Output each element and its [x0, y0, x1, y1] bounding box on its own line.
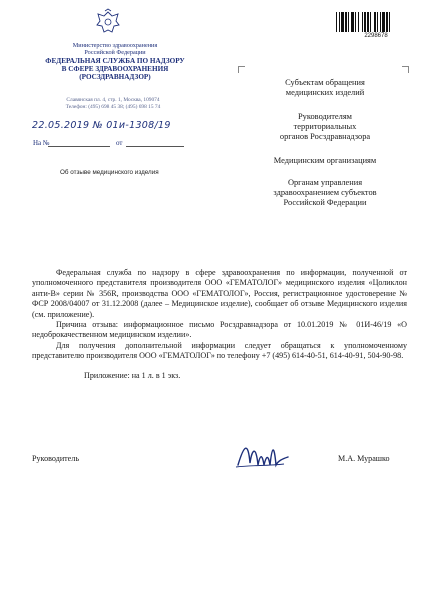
body-paragraph-3: Для получения дополнительной информации следует обращаться к уполномоченному представителю производителя ООО «ГЕМАТОЛОГ» по телефону +7 (495) 614-40-51, 614-40-91, 504-90-98.	[32, 340, 407, 361]
barcode-number: 2298678	[364, 33, 388, 39]
coat-of-arms-emblem-icon	[93, 8, 123, 38]
address-corner-right	[402, 66, 409, 73]
reference-number-label: На №	[33, 139, 50, 147]
attachment-note: Приложение: на 1 л. в 1 экз.	[84, 370, 181, 380]
recipient-block-1: Субъектам обращения медицинских изделий	[285, 78, 365, 97]
handwritten-signature-icon	[232, 435, 292, 475]
signatory-name: М.А. Мурашко	[338, 454, 390, 463]
reference-date-label: от	[116, 139, 123, 147]
ministry-name: Министерство здравоохранения Российской Федерации	[72, 42, 158, 57]
body-paragraph-2: Причина отзыва: информационное письмо Росздравнадзора от 10.01.2019 № 01И-46/19 «О недоброкачественном медицинском изделии».	[32, 320, 407, 340]
letter-subject: Об отзыве медицинского изделия	[60, 169, 159, 176]
reference-date-line	[126, 146, 184, 147]
recipient-block-2: Руководителям территориальных органов Росздравнадзора	[279, 112, 371, 141]
body-paragraph-1: Федеральная служба по надзору в сфере здравоохранения по информации, полученной от уполномоченного представителя производителя ООО «ГЕМАТОЛОГ» медицинского изделия «Цоликлон анти-В» серии № 356R, производства ООО «ГЕМАТОЛОГ», Россия, регистрационное удостоверение № ФСР 2008/04007 от 31.12.2008 (далее – Медицинское изделие), сообщает об отзыве Медицинского изделия (см. приложение).	[32, 268, 407, 319]
signatory-title: Руководитель	[32, 454, 80, 463]
reference-number-line	[48, 146, 110, 147]
address-corner-left	[238, 66, 245, 73]
recipient-block-3: Медицинским организациям	[273, 156, 377, 165]
recipient-block-4: Органам управления здравоохранением субъектов Российской Федерации	[273, 178, 377, 207]
handwritten-date-number: 22.05.2019 № 01и-1308/19	[32, 120, 171, 131]
agency-name: ФЕДЕРАЛЬНАЯ СЛУЖБА ПО НАДЗОРУ В СФЕРЕ ЗДРАВООХРАНЕНИЯ (РОСЗДРАВНАДЗОР)	[45, 57, 185, 82]
barcode-icon	[336, 12, 416, 32]
agency-address: Славянская пл. 4, стр. 1, Москва, 109074 Телефон: (495) 698 45 38; (495) 698 15 74	[65, 97, 161, 110]
letter-body	[32, 268, 407, 381]
